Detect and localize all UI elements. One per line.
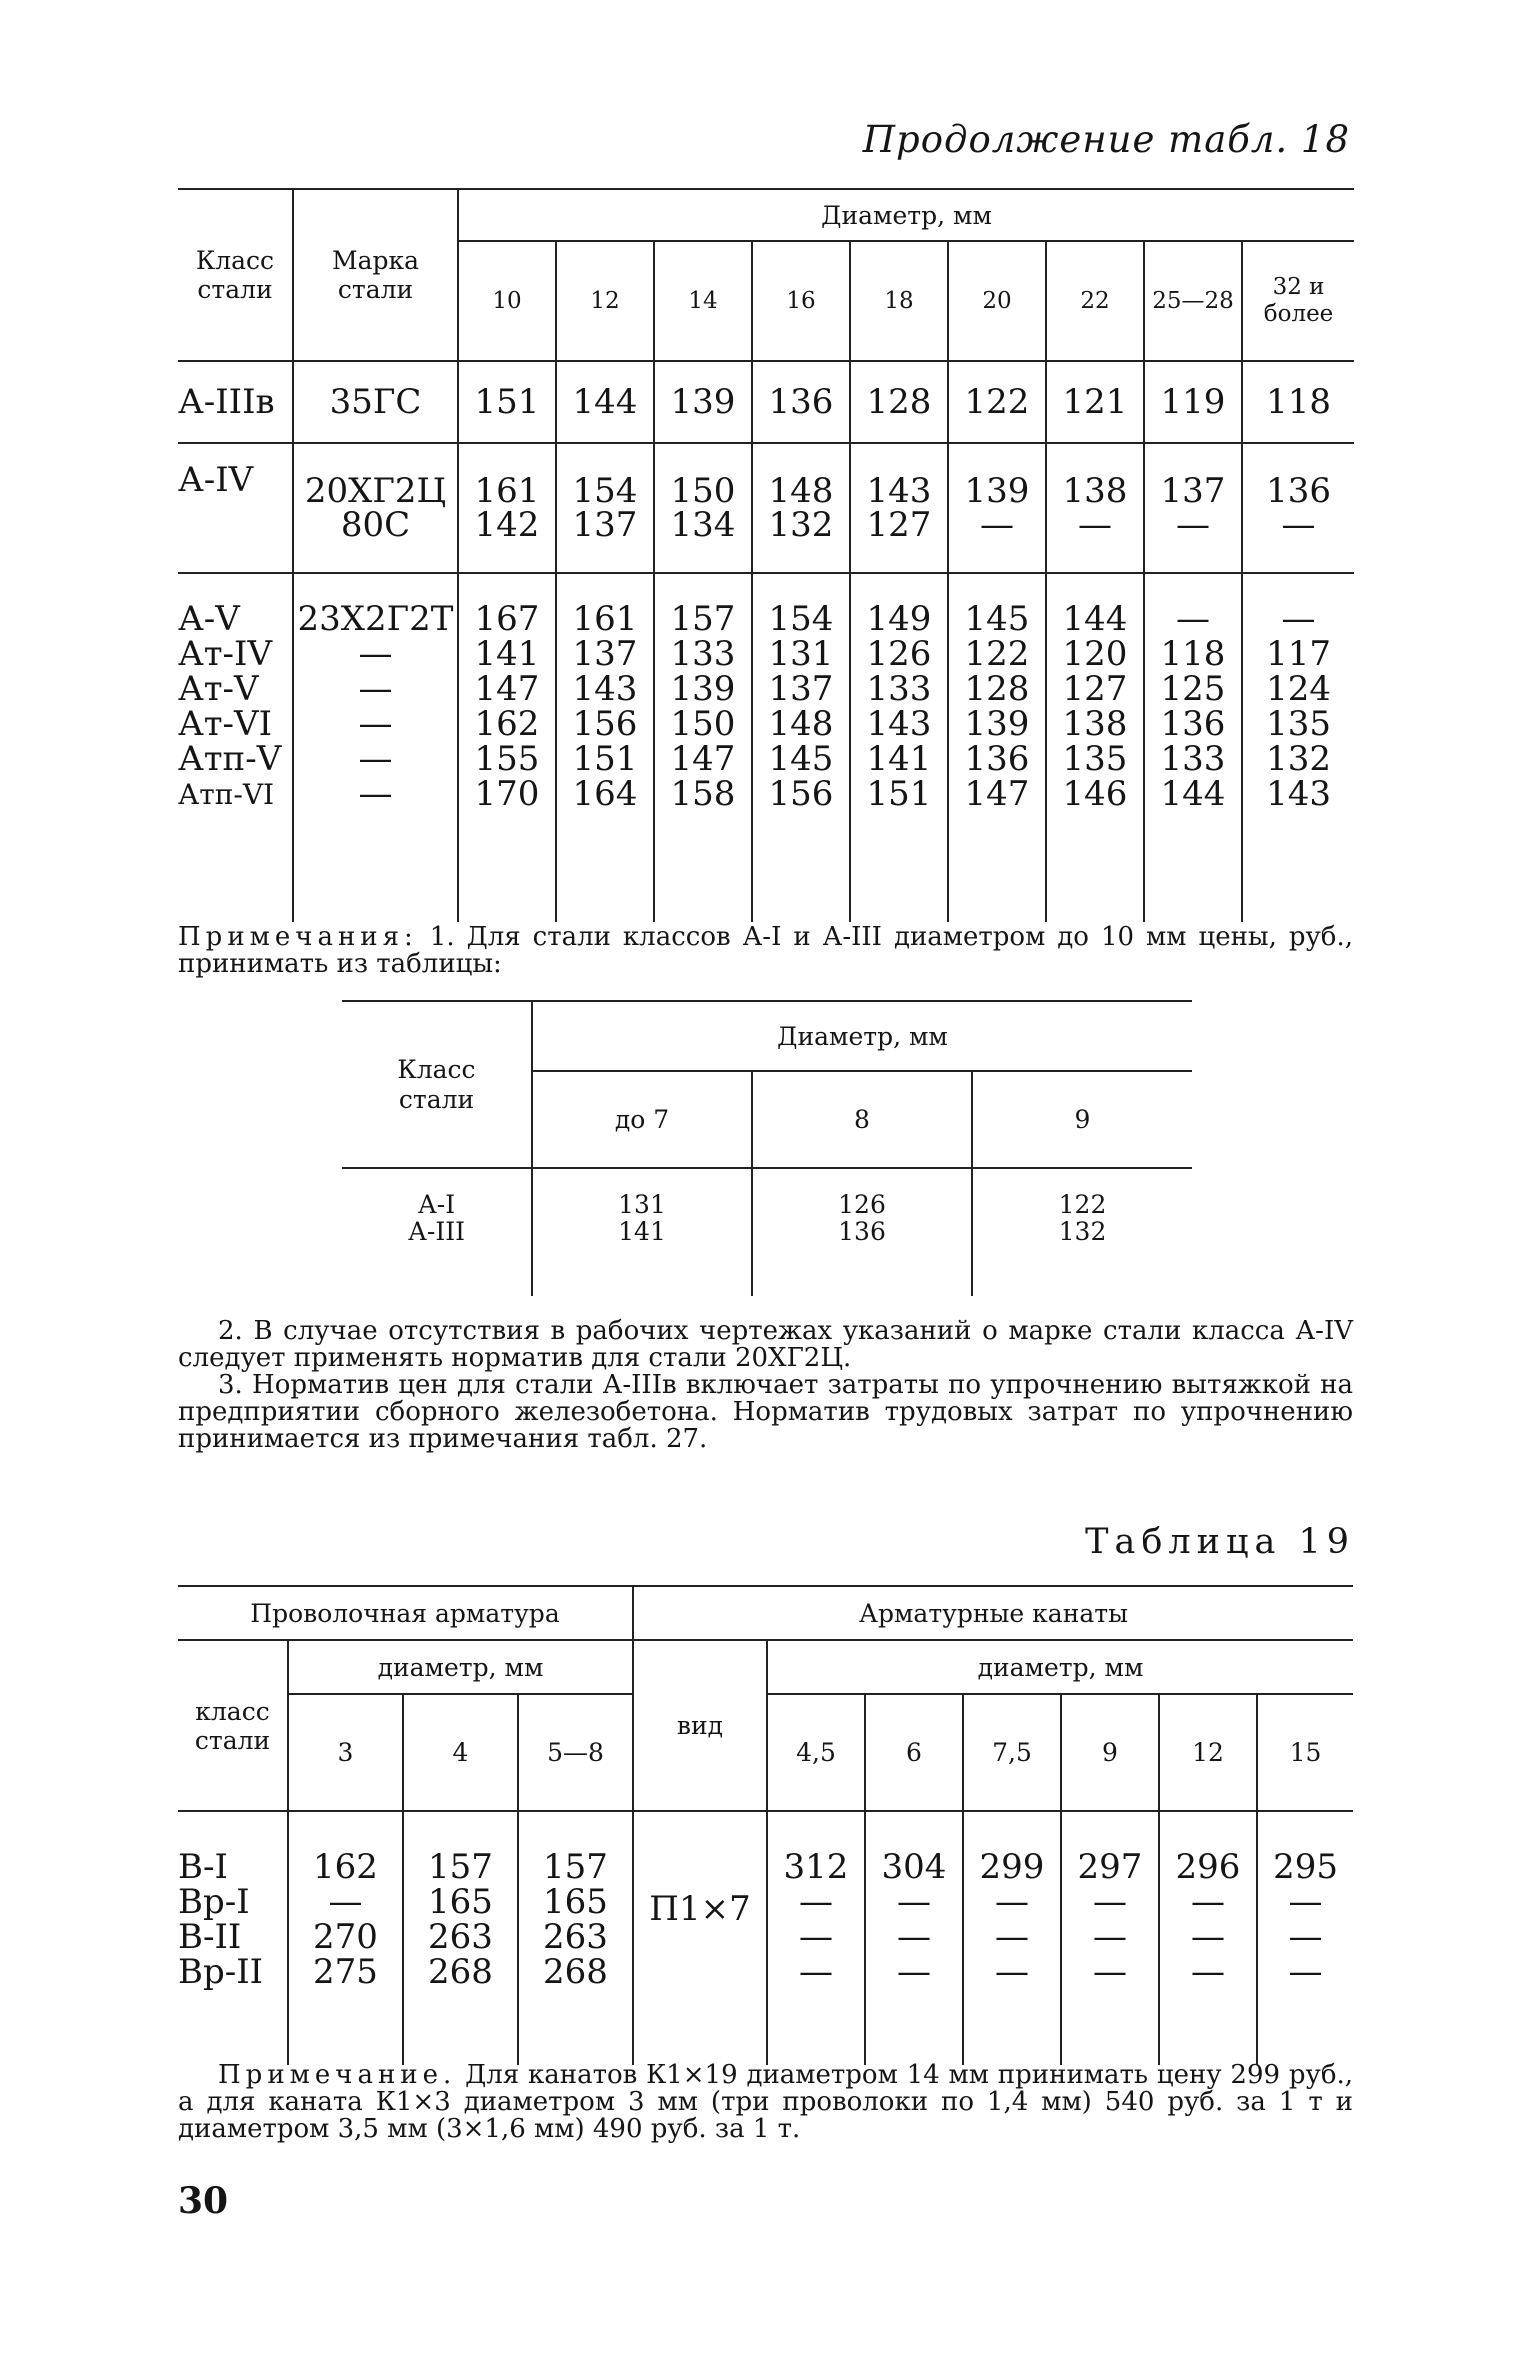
table-row — [178, 573, 1354, 922]
grade-cell: — — [358, 704, 393, 744]
table-18 — [178, 188, 1354, 922]
class-cell: Вр-II — [178, 1952, 264, 1992]
value-cell: 137 — [1160, 471, 1226, 511]
value-cell: 148 — [768, 471, 834, 511]
value-cell: — — [1281, 505, 1316, 545]
grade-cell: — — [358, 739, 393, 779]
class-cell: А-IV — [178, 443, 293, 573]
value-cell: 150 — [670, 704, 736, 744]
value-cell: 263 — [428, 1917, 493, 1957]
grade-cell: — — [358, 669, 393, 709]
diameter-header: 4 — [403, 1694, 518, 1811]
value-cell: 127 — [1062, 669, 1128, 709]
note-19 — [178, 2062, 1353, 2143]
value-cell: — — [1191, 1952, 1225, 1992]
value-cell: 154 — [572, 471, 638, 511]
col-diameter-rope-header: диаметр, мм — [767, 1640, 1353, 1694]
value-cell: 170 — [474, 774, 540, 814]
class-cell: А-IIIв — [178, 361, 293, 443]
diameter-header: 8 — [752, 1071, 972, 1168]
diameter-header: 16 — [752, 241, 850, 361]
value-cell: 136 — [752, 361, 850, 443]
value-cell: 162 — [474, 704, 540, 744]
grade-cell: 80С — [340, 505, 411, 545]
note-19-label: Примечание. — [218, 2060, 457, 2090]
value-cell: 128 — [964, 669, 1030, 709]
value-cell: 132 — [1058, 1217, 1107, 1246]
class-cell: В-II — [178, 1917, 242, 1957]
value-cell: 151 — [572, 739, 638, 779]
diameter-header: 4,5 — [767, 1694, 865, 1811]
value-cell: 139 — [964, 471, 1030, 511]
value-cell: 131 — [618, 1190, 666, 1219]
value-cell: 155 — [474, 739, 540, 779]
value-cell: 139 — [654, 361, 752, 443]
value-cell: 137 — [572, 634, 638, 674]
value-cell: 148 — [768, 704, 834, 744]
grade-cell: 23Х2Г2Т — [297, 599, 454, 639]
col-class-header: Класс стали — [178, 189, 293, 361]
value-cell: 136 — [964, 739, 1030, 779]
value-cell: 122 — [964, 634, 1030, 674]
diameter-header: 6 — [865, 1694, 963, 1811]
value-cell: 144 — [1062, 599, 1128, 639]
value-cell: — — [1176, 505, 1210, 545]
value-cell: — — [995, 1952, 1029, 1992]
value-cell: — — [897, 1917, 931, 1957]
col-diameter-header: Диаметр, мм — [458, 189, 1354, 241]
col-diameter-header: Диаметр, мм — [532, 1001, 1192, 1071]
value-cell: 156 — [572, 704, 638, 744]
value-cell: 275 — [313, 1952, 378, 1992]
notes-label: Примечания: — [178, 922, 418, 952]
value-cell: 133 — [670, 634, 736, 674]
value-cell: 268 — [428, 1952, 493, 1992]
rope-type-cell: П1×7 — [633, 1811, 767, 2065]
value-cell: — — [995, 1917, 1029, 1957]
value-cell: 122 — [1058, 1190, 1107, 1219]
diameter-header: 15 — [1257, 1694, 1353, 1811]
value-cell: 143 — [572, 669, 638, 709]
grade-cell: — — [358, 634, 393, 674]
diameter-header: 7,5 — [963, 1694, 1061, 1811]
note-1 — [178, 924, 1353, 978]
class-cell: А-V — [178, 599, 240, 639]
value-cell: 136 — [838, 1217, 886, 1246]
value-cell: 299 — [979, 1847, 1045, 1887]
value-cell: 312 — [783, 1847, 849, 1887]
value-cell: 132 — [768, 505, 834, 545]
value-cell: 157 — [428, 1847, 493, 1887]
value-cell: 120 — [1062, 634, 1128, 674]
value-cell: 149 — [866, 599, 932, 639]
page-heading: Продолжение табл. 18 — [862, 118, 1350, 161]
value-cell: 118 — [1160, 634, 1226, 674]
class-cell: А-I — [417, 1190, 456, 1219]
value-cell: 162 — [313, 1847, 378, 1887]
rope-header: Арматурные канаты — [633, 1586, 1353, 1640]
value-cell: 297 — [1077, 1847, 1143, 1887]
value-cell: 141 — [474, 634, 540, 674]
value-cell: 145 — [964, 599, 1030, 639]
value-cell: 151 — [458, 361, 556, 443]
note-1-text: 1. Для стали классов А-I и А-III диаметром до 10 мм цены, руб., принимать из таблицы: — [178, 922, 1353, 979]
diameter-header: 3 — [288, 1694, 403, 1811]
value-cell: 122 — [948, 361, 1046, 443]
value-cell: 146 — [1062, 774, 1128, 814]
value-cell: 133 — [1160, 739, 1226, 779]
value-cell: 164 — [572, 774, 638, 814]
value-cell: 139 — [964, 704, 1030, 744]
value-cell: 136 — [1160, 704, 1226, 744]
value-cell: — — [1191, 1882, 1225, 1922]
diameter-header: до 7 — [532, 1071, 752, 1168]
value-cell: 158 — [670, 774, 736, 814]
diameter-header: 18 — [850, 241, 948, 361]
value-cell: 304 — [881, 1847, 947, 1887]
value-cell: 147 — [474, 669, 540, 709]
diameter-header: 9 — [1061, 1694, 1159, 1811]
value-cell: — — [1281, 599, 1316, 639]
value-cell: 167 — [474, 599, 540, 639]
diameter-header: 22 — [1046, 241, 1144, 361]
diameter-header: 9 — [972, 1071, 1192, 1168]
value-cell: 118 — [1242, 361, 1354, 443]
grade-cell: 20ХГ2Ц — [304, 471, 447, 511]
value-cell: 151 — [866, 774, 932, 814]
value-cell: 121 — [1046, 361, 1144, 443]
value-cell: — — [897, 1882, 931, 1922]
value-cell: — — [1078, 505, 1112, 545]
grade-cell: 35ГС — [293, 361, 458, 443]
value-cell: — — [980, 505, 1014, 545]
col-class-header: Класс стали — [342, 1001, 532, 1168]
diameter-header: 25—28 — [1144, 241, 1242, 361]
class-cell: Вр-I — [178, 1882, 250, 1922]
value-cell: 144 — [1160, 774, 1226, 814]
wire-header: Проволочная арматура — [178, 1586, 633, 1640]
value-cell: 150 — [670, 471, 736, 511]
value-cell: — — [1288, 1882, 1323, 1922]
table-row — [178, 361, 1354, 443]
value-cell: 134 — [670, 505, 736, 545]
value-cell: — — [1093, 1882, 1127, 1922]
class-cell: Ат-V — [178, 669, 259, 709]
value-cell: — — [328, 1882, 363, 1922]
value-cell: 141 — [618, 1217, 666, 1246]
value-cell: 161 — [572, 599, 638, 639]
small-table — [342, 1000, 1192, 1296]
value-cell: 295 — [1273, 1847, 1338, 1887]
diameter-header: 14 — [654, 241, 752, 361]
value-cell: 139 — [670, 669, 736, 709]
grade-cell: — — [358, 774, 393, 814]
value-cell: 270 — [313, 1917, 378, 1957]
value-cell: 161 — [474, 471, 540, 511]
value-cell: 296 — [1175, 1847, 1241, 1887]
value-cell: 268 — [543, 1952, 608, 1992]
diameter-header: 32 и более — [1242, 241, 1354, 361]
value-cell: 126 — [838, 1190, 886, 1219]
value-cell: 136 — [1266, 471, 1331, 511]
class-cell: Ат-IV — [178, 634, 273, 674]
diameter-header: 5—8 — [518, 1694, 633, 1811]
value-cell: 142 — [474, 505, 540, 545]
value-cell: 147 — [670, 739, 736, 779]
class-cell: Атп-VI — [178, 778, 275, 811]
value-cell: — — [897, 1952, 931, 1992]
value-cell: — — [1191, 1917, 1225, 1957]
value-cell: 128 — [850, 361, 948, 443]
table-19 — [178, 1585, 1353, 2065]
note-19-text: Для канатов К1×19 диаметром 14 мм принимать цену 299 руб., а для каната К1×3 диаметром 3 мм (три проволоки по 1,4 мм) 540 руб. за 1 т и диаметром 3,5 мм (3×1,6 мм) 490 руб. за 1 т. — [178, 2060, 1354, 2144]
value-cell: 137 — [768, 669, 834, 709]
value-cell: — — [1288, 1952, 1323, 1992]
note-2: 2. В случае отсутствия в рабочих чертежах указаний о марке стали класса А-IV следует применять норматив для стали 20ХГ2Ц. — [178, 1316, 1353, 1373]
col-type-header: вид — [633, 1640, 767, 1811]
value-cell: 133 — [866, 669, 932, 709]
value-cell: — — [995, 1882, 1029, 1922]
value-cell: 127 — [866, 505, 932, 545]
value-cell: 138 — [1062, 471, 1128, 511]
value-cell: 143 — [1266, 774, 1331, 814]
value-cell: 147 — [964, 774, 1030, 814]
value-cell: 145 — [768, 739, 834, 779]
value-cell: 263 — [543, 1917, 608, 1957]
class-cell: Ат-VI — [178, 704, 273, 744]
value-cell: 126 — [866, 634, 932, 674]
class-cell: В-I — [178, 1847, 228, 1887]
value-cell: 143 — [866, 471, 932, 511]
value-cell: 125 — [1160, 669, 1226, 709]
value-cell: 119 — [1144, 361, 1242, 443]
value-cell: — — [1093, 1917, 1127, 1957]
table-19-title: Таблица 19 — [1085, 1522, 1355, 1562]
value-cell: 124 — [1266, 669, 1331, 709]
value-cell: — — [799, 1952, 833, 1992]
value-cell: 138 — [1062, 704, 1128, 744]
value-cell: 131 — [768, 634, 834, 674]
page-number: 30 — [178, 2180, 229, 2222]
col-grade-header: Марка стали — [293, 189, 458, 361]
diameter-header: 10 — [458, 241, 556, 361]
value-cell: 137 — [572, 505, 638, 545]
value-cell: 144 — [556, 361, 654, 443]
value-cell: 132 — [1266, 739, 1331, 779]
value-cell: 141 — [866, 739, 932, 779]
value-cell: — — [1288, 1917, 1323, 1957]
value-cell: — — [1176, 599, 1210, 639]
value-cell: 117 — [1266, 634, 1331, 674]
col-diameter-wire-header: диаметр, мм — [288, 1640, 633, 1694]
value-cell: — — [1093, 1952, 1127, 1992]
diameter-header: 12 — [556, 241, 654, 361]
value-cell: 156 — [768, 774, 834, 814]
value-cell: 135 — [1062, 739, 1128, 779]
value-cell: — — [799, 1917, 833, 1957]
table-row — [178, 443, 1354, 573]
col-class-header: класс стали — [178, 1640, 288, 1811]
class-cell: А-III — [407, 1217, 465, 1246]
value-cell: 143 — [866, 704, 932, 744]
value-cell: 157 — [670, 599, 736, 639]
value-cell: 135 — [1266, 704, 1331, 744]
class-cell: Атп-V — [178, 739, 282, 779]
value-cell: 154 — [768, 599, 834, 639]
value-cell: 157 — [543, 1847, 608, 1887]
diameter-header: 12 — [1159, 1694, 1257, 1811]
diameter-header: 20 — [948, 241, 1046, 361]
value-cell: — — [799, 1882, 833, 1922]
value-cell: 165 — [543, 1882, 608, 1922]
note-3: 3. Норматив цен для стали А-IIIв включает затраты по упрочнению вытяжкой на предприятии сборного железобетона. Норматив трудовых затрат по упрочнению принимается из примечания табл. 27. — [178, 1370, 1353, 1454]
value-cell: 165 — [428, 1882, 493, 1922]
